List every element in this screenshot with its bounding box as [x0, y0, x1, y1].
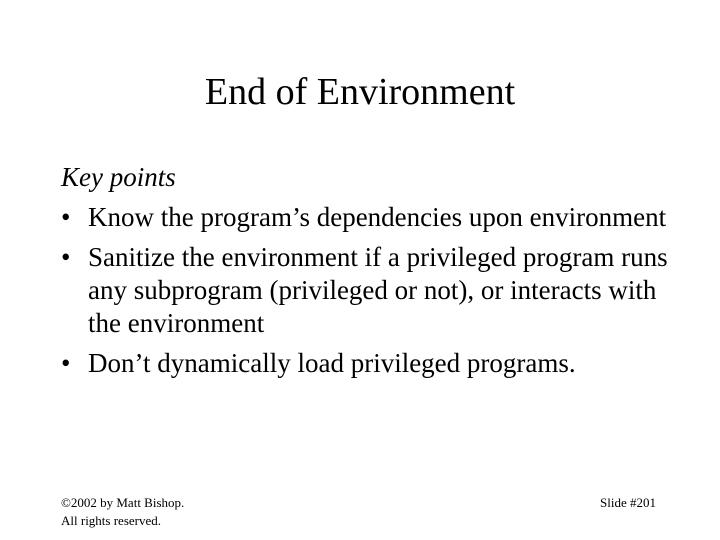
copyright-footer	[61, 494, 184, 530]
bullet-icon: •	[61, 242, 71, 272]
slide-number: Slide #201	[600, 495, 656, 510]
slide-title: End of Environment	[204, 71, 516, 113]
bullet-text: Don’t dynamically load privileged programs.	[88, 348, 576, 378]
bullet-list	[61, 201, 681, 387]
bullet-item	[61, 347, 681, 380]
bullet-icon: •	[61, 348, 71, 378]
bullet-item	[61, 241, 681, 340]
bullet-text: Sanitize the environment if a privileged program runs any subprogram (privileged or not), or interacts with the environment	[88, 242, 668, 338]
bullet-icon: •	[61, 202, 71, 232]
key-points-heading: Key points	[61, 162, 176, 192]
bullet-item	[61, 201, 681, 234]
bullet-text: Know the program’s dependencies upon environment	[88, 202, 667, 232]
copyright-line: ©2002 by Matt Bishop.	[61, 495, 185, 510]
rights-line: All rights reserved.	[61, 513, 162, 528]
